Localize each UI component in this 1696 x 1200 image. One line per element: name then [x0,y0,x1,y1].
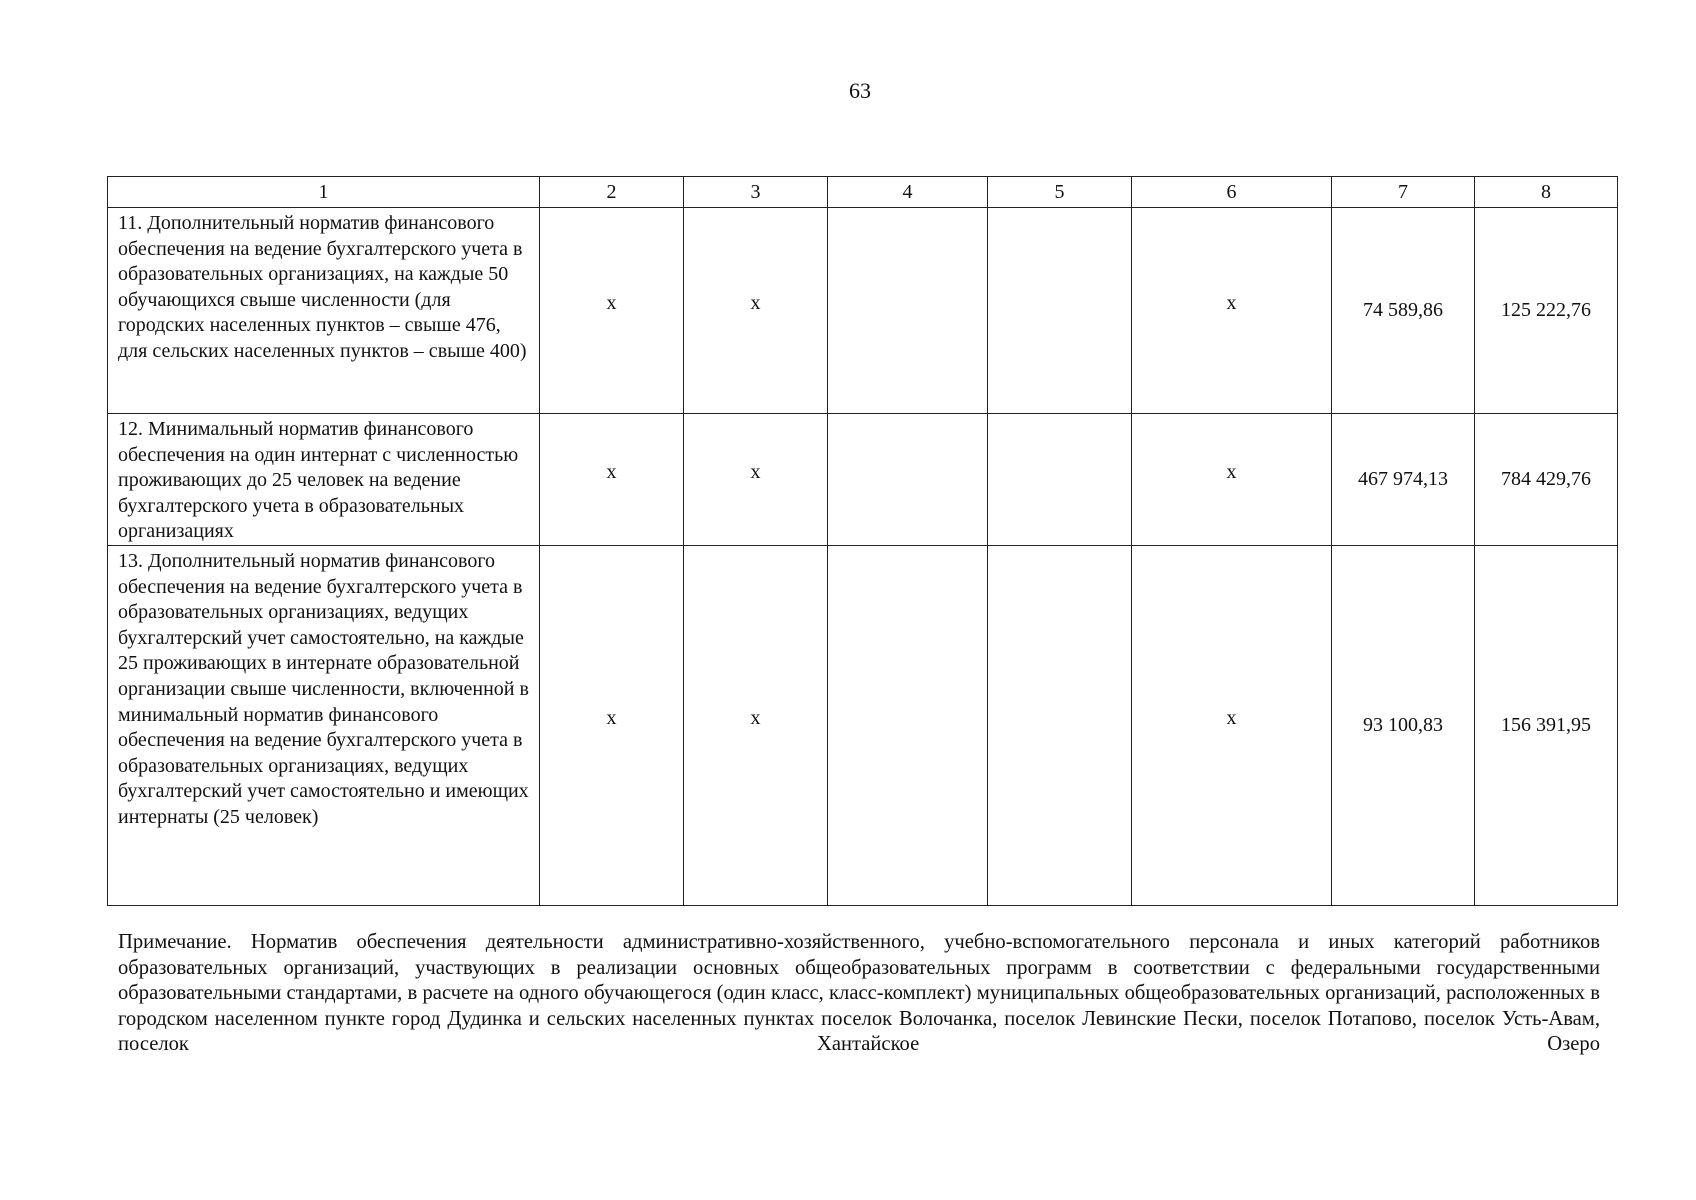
column-header-5: 5 [988,177,1132,208]
table-row [108,545,1618,905]
cell-col-2: х [540,414,684,546]
cell-col-8: 784 429,76 [1475,414,1618,546]
cell-col-4 [828,414,988,546]
cell-col-5 [988,545,1132,905]
row-description: 13. Дополнительный норматив финансового обеспечения на ведение бухгалтерского учета в образовательных организациях, ведущих бухгалтерский учет самостоятельно, на каждые 25 проживающих в интернате образовательной организации свыше численности, включенной в минимальный норматив финансового обеспечения на ведение бухгалтерского учета в образовательных организациях, ведущих бухгалтерский учет самостоятельно и имеющих интернаты (25 человек) [108,545,540,905]
cell-col-3: х [684,208,828,414]
table-header-row [108,177,1618,208]
column-header-1: 1 [108,177,540,208]
column-header-7: 7 [1332,177,1475,208]
cell-col-3: х [684,545,828,905]
row-description: 11. Дополнительный норматив финансового обеспечения на ведение бухгалтерского учета в образовательных организациях, на каждые 50 обучающихся свыше численности (для городских населенных пунктов – свыше 476, для сельских населенных пунктов – свыше 400) [108,208,540,414]
cell-col-6: х [1132,208,1332,414]
cell-col-8: 125 222,76 [1475,208,1618,414]
cell-col-2: х [540,208,684,414]
cell-col-5 [988,208,1132,414]
standards-table [107,176,1618,906]
table-row [108,208,1618,414]
cell-col-4 [828,208,988,414]
cell-col-5 [988,414,1132,546]
cell-col-7: 467 974,13 [1332,414,1475,546]
cell-col-7: 74 589,86 [1332,208,1475,414]
column-header-6: 6 [1132,177,1332,208]
cell-col-8: 156 391,95 [1475,545,1618,905]
note-paragraph: Примечание. Норматив обеспечения деятельности административно-хозяйственного, учебно-вспомогательного персонала и иных категорий работников образовательных организаций, участвующих в реализации основных общеобразовательных программ в соответствии с федеральными государственными образовательными стандартами, в расчете на одного обучающегося (один класс, класс-комплект) муниципальных общеобразовательных организаций, расположенных в городском населенном пункте город Дудинка и сельских населенных пунктах поселок Волочанка, поселок Левинские Пески, поселок Потапово, поселок Усть-Авам, поселок Хантайское Озеро [118,931,1600,1056]
table-row [108,414,1618,546]
cell-col-6: х [1132,545,1332,905]
cell-col-7: 93 100,83 [1332,545,1475,905]
row-description: 12. Минимальный норматив финансового обеспечения на один интернат с численностью проживающих до 25 человек на ведение бухгалтерского учета в образовательных организациях [108,414,540,546]
cell-col-2: х [540,545,684,905]
column-header-4: 4 [828,177,988,208]
cell-col-6: х [1132,414,1332,546]
cell-col-4 [828,545,988,905]
page-number: 63 [849,78,871,103]
cell-col-3: х [684,414,828,546]
column-header-2: 2 [540,177,684,208]
column-header-3: 3 [684,177,828,208]
column-header-8: 8 [1475,177,1618,208]
